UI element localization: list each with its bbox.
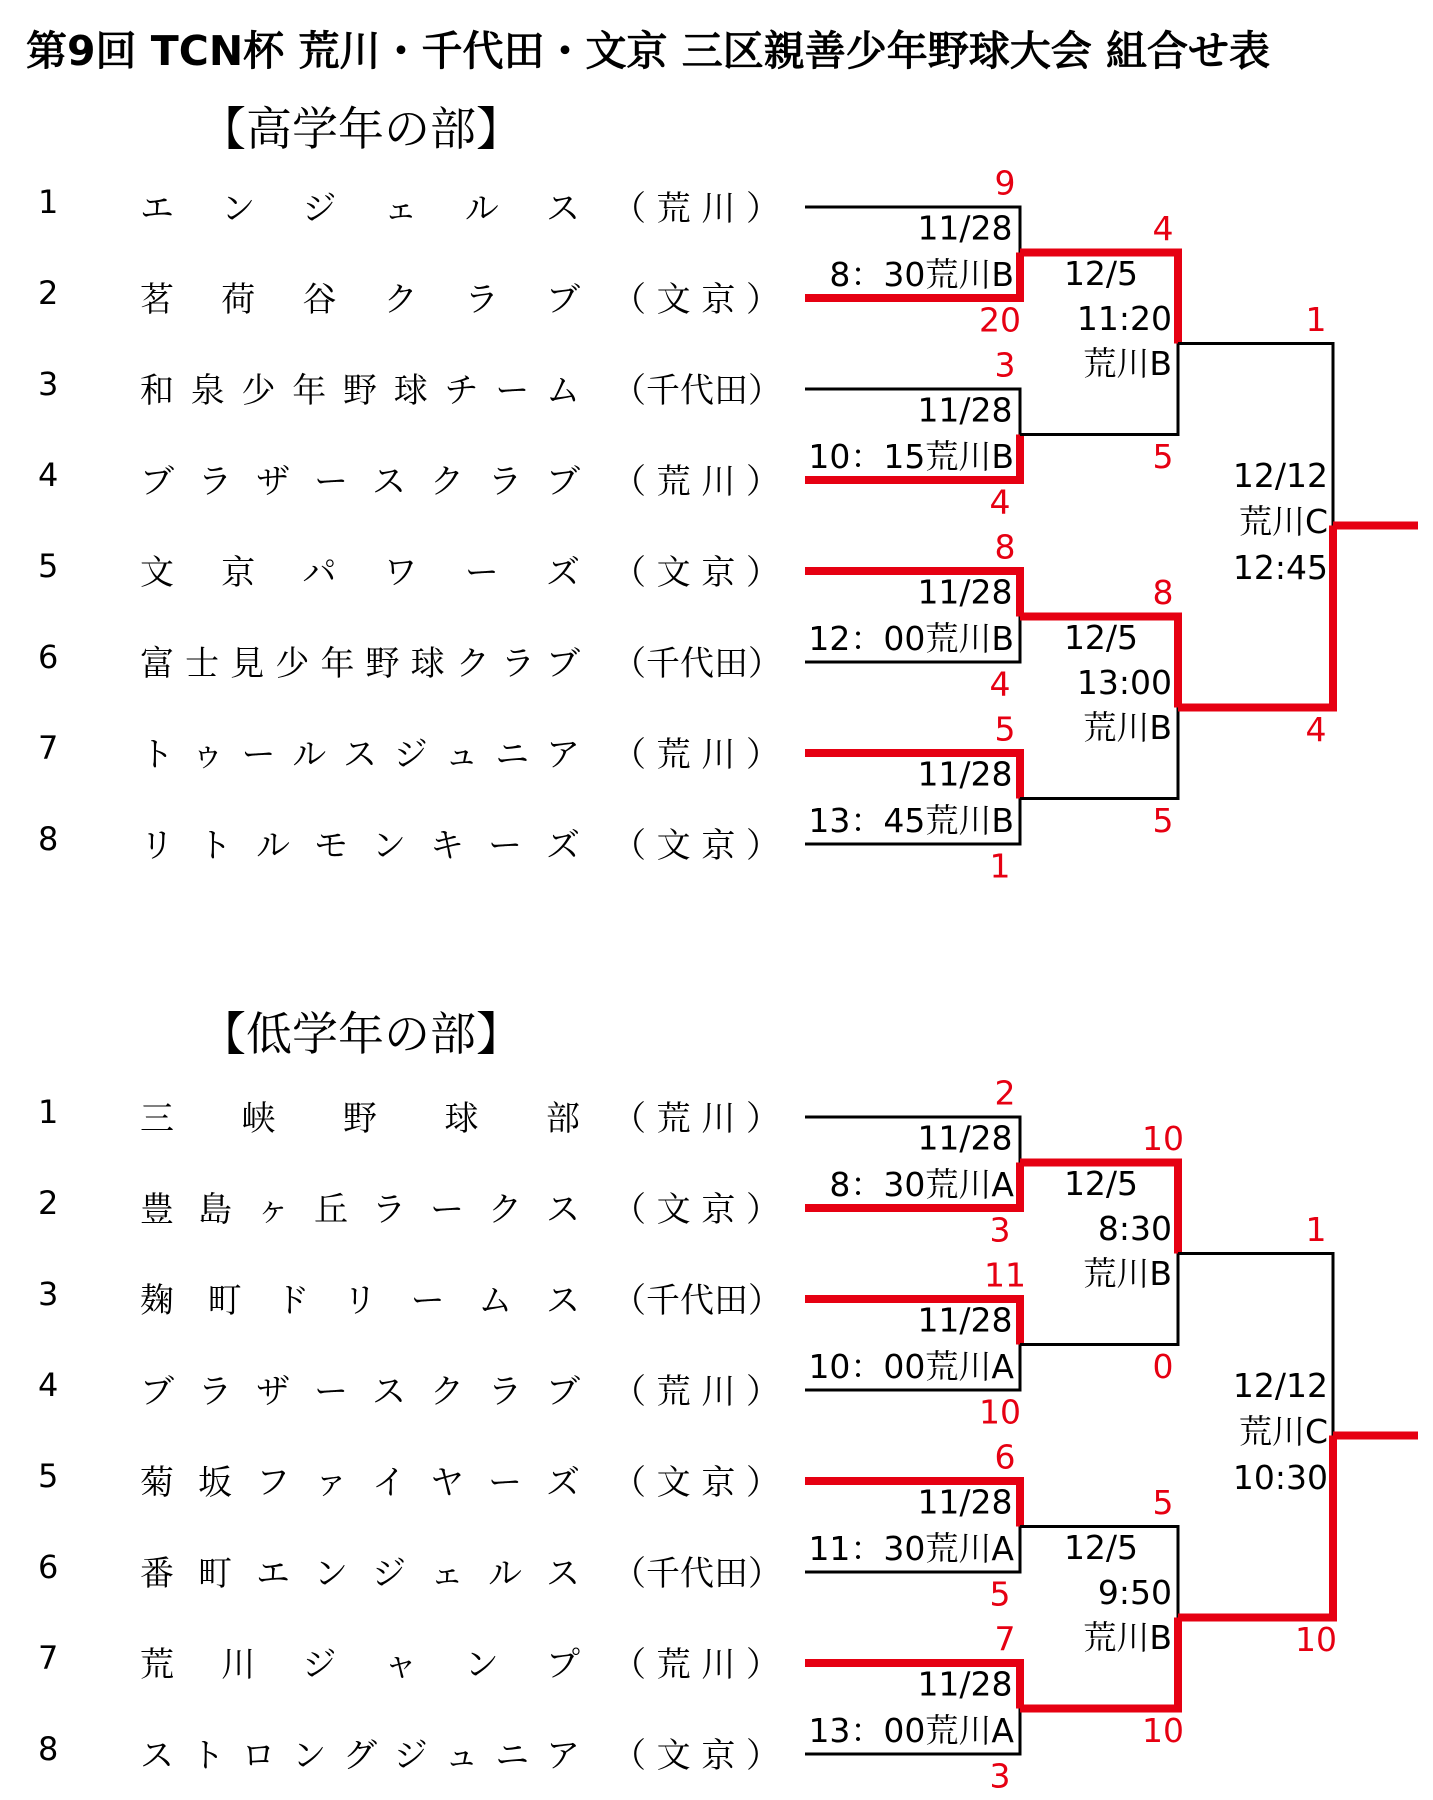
match-date: 12/12 [1232,456,1328,495]
match-time: 13:00 [1076,663,1172,702]
score: 6 [994,1437,1016,1477]
score: 5 [1152,1483,1174,1522]
score: 2 [994,1073,1016,1113]
score: 4 [989,482,1011,522]
team-name: 三 峡 野 球 部 [140,1099,580,1139]
match-time-place [829,1165,1014,1204]
team-name: ス ト ロ ン グ ジ ュ ニ ア [140,1736,580,1776]
team-number: 4 [38,456,59,494]
team-name: ブ ラ ザ ー ス ク ラ ブ [140,462,580,502]
match-place: 荒川B [925,800,1014,840]
score: 1 [1305,300,1327,339]
match-place: 荒川B [925,618,1014,658]
team-number: 6 [38,638,59,676]
team-name: 文 京 パ ワ ー ズ [140,553,580,593]
match-place: 荒川A [925,1528,1014,1568]
team-name: ブ ラ ザ ー ス ク ラ ブ [140,1372,580,1412]
match-time-place [808,1711,1014,1750]
team-number: 7 [38,729,59,767]
team-area: （ 荒 川 ） [612,1099,780,1139]
match-time: 12：00 [808,618,926,658]
score: 10 [979,1392,1021,1432]
team-name: 富 士 見 少 年 野 球 ク ラ ブ [140,644,580,684]
team-area: （ 荒 川 ） [612,1645,780,1685]
match-date: 12/12 [1232,1366,1328,1405]
section-heading-lower: 【低学年の部】 [200,1007,522,1061]
score: 4 [989,664,1011,704]
match-time: 11：30 [808,1528,926,1568]
team-name: 番 町 エ ン ジ ェ ル ス [140,1554,580,1594]
team-area: （ 荒 川 ） [612,462,780,502]
match-time: 9:50 [1097,1573,1172,1612]
team-area: （ 文 京 ） [612,553,780,593]
score: 10 [1142,1119,1184,1158]
team-area: （ 文 京 ） [612,826,780,866]
match-place: 荒川A [925,1710,1014,1750]
score: 3 [989,1210,1011,1250]
score: 3 [989,1756,1011,1796]
match-date: 11/28 [917,754,1013,794]
match-place: 荒川A [925,1346,1014,1386]
score: 4 [1152,209,1174,248]
score: 20 [979,300,1021,340]
team-number: 5 [38,547,59,585]
score: 5 [1152,437,1174,476]
match-time: 13：45 [808,800,926,840]
match-time: 8：30 [829,1164,926,1204]
match-time-place [808,1529,1014,1568]
match-time: 8：30 [829,254,926,294]
team-name: リ ト ル モ ン キ ー ズ [140,826,580,866]
team-number: 3 [38,365,59,403]
team-area: （ 文 京 ） [612,1736,780,1776]
page-title: 第9回 TCN杯 荒川・千代田・文京 三区親善少年野球大会 組合せ表 [26,27,1270,75]
match-place: 荒川B [1083,344,1172,383]
team-number: 1 [38,1093,59,1131]
team-area: （ 千 代 田 ） [612,1281,782,1321]
score: 8 [994,527,1016,567]
team-number: 2 [38,1184,59,1222]
score: 0 [1152,1347,1174,1386]
team-name: 和 泉 少 年 野 球 チ ー ム [140,371,580,411]
score: 5 [989,1574,1011,1614]
match-date: 11/28 [917,572,1013,612]
match-date: 12/5 [1063,618,1139,657]
team-name: 麹 町 ド リ ー ム ス [140,1281,580,1321]
team-area: （ 荒 川 ） [612,735,780,775]
team-area: （ 文 京 ） [612,1190,780,1230]
score: 1 [989,846,1011,886]
match-date: 11/28 [917,1118,1013,1158]
match-place: 荒川B [1083,1618,1172,1657]
score: 9 [994,163,1016,203]
score: 5 [1152,801,1174,840]
match-date: 11/28 [917,1482,1013,1522]
bracket-line-final [1178,1254,1333,1436]
score: 7 [994,1619,1016,1659]
match-time-place [808,1347,1014,1386]
match-time: 10:30 [1232,1458,1328,1497]
match-date: 12/5 [1063,254,1139,293]
match-place: 荒川A [925,1164,1014,1204]
team-name: ト ゥ ー ル ス ジ ュ ニ ア [140,735,580,775]
match-date: 12/5 [1063,1528,1139,1567]
match-place: 荒川B [925,436,1014,476]
team-area: （ 千 代 田 ） [612,371,782,411]
score: 5 [994,709,1016,749]
team-area: （ 文 京 ） [612,280,780,320]
match-time: 13：00 [808,1710,926,1750]
score: 4 [1305,710,1327,749]
match-time: 8:30 [1097,1209,1172,1248]
score: 10 [1142,1711,1184,1750]
match-date: 11/28 [917,1300,1013,1340]
match-time: 11:20 [1076,299,1172,338]
score: 10 [1295,1620,1337,1659]
team-number: 2 [38,274,59,312]
team-area: （ 荒 川 ） [612,189,780,229]
match-place: 荒川C [1238,1412,1328,1451]
team-name: 荒 川 ジ ャ ン プ [140,1645,580,1685]
team-name: 茗 荷 谷 ク ラ ブ [140,280,580,320]
score: 8 [1152,573,1174,612]
team-name: 豊 島 ヶ 丘 ラ ー ク ス [140,1190,580,1230]
match-date: 11/28 [917,1664,1013,1704]
team-area: （ 荒 川 ） [612,1372,780,1412]
team-area: （ 千 代 田 ） [612,644,782,684]
match-place: 荒川C [1238,502,1328,541]
team-number: 4 [38,1366,59,1404]
match-place: 荒川B [1083,1254,1172,1293]
score: 1 [1305,1210,1327,1249]
team-area: （ 文 京 ） [612,1463,780,1503]
match-date: 11/28 [917,208,1013,248]
team-number: 7 [38,1639,59,1677]
team-name: 菊 坂 フ ァ イ ヤ ー ズ [140,1463,580,1503]
match-time: 12:45 [1232,548,1328,587]
match-place: 荒川B [925,254,1014,294]
score: 11 [984,1255,1026,1295]
team-number: 1 [38,183,59,221]
match-time: 10：00 [808,1346,926,1386]
score: 3 [994,345,1016,385]
match-date: 12/5 [1063,1164,1139,1203]
team-area: （ 千 代 田 ） [612,1554,782,1594]
match-place: 荒川B [1083,708,1172,747]
team-number: 5 [38,1457,59,1495]
team-number: 3 [38,1275,59,1313]
section-heading-upper: 【高学年の部】 [200,102,522,156]
team-name: エ ン ジ ェ ル ス [140,189,580,229]
match-date: 11/28 [917,390,1013,430]
team-number: 8 [38,820,59,858]
match-time: 10：15 [808,436,926,476]
team-number: 6 [38,1548,59,1586]
team-number: 8 [38,1730,59,1768]
